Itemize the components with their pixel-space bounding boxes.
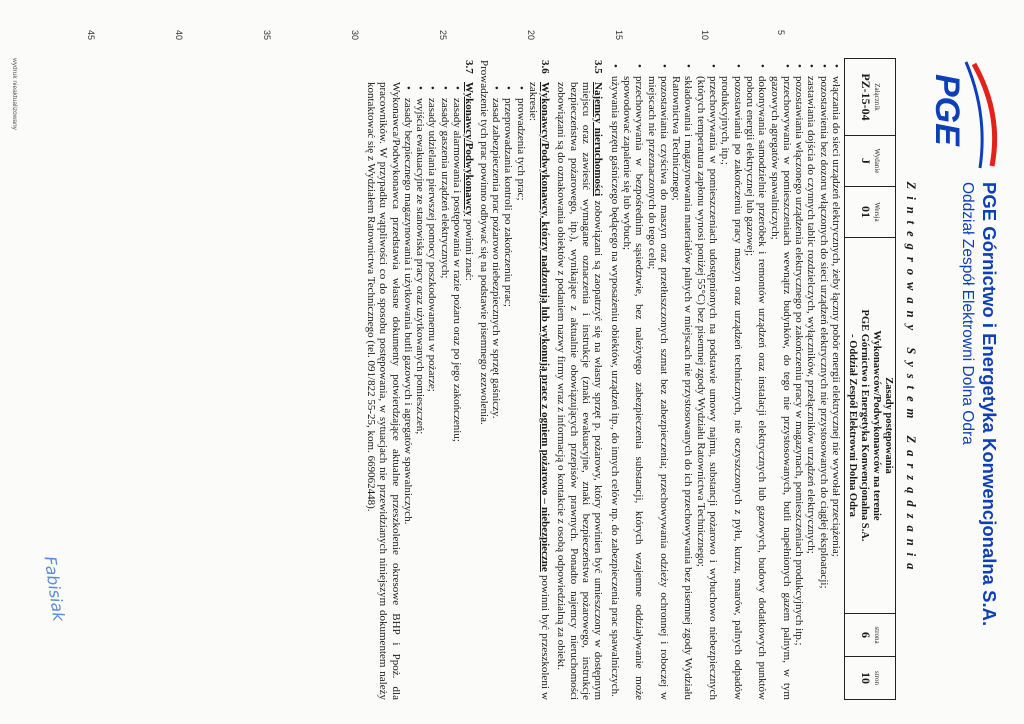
- section-3-7: 3.7 Wykonawcy/Podwykonawcy powinni znać:: [463, 60, 476, 281]
- section-3-5: 3.5 Najemcy nieruchomości zobowiązani są zaopatrzyć się na własny sprzęt p. pożarowy, który powinien być umieszczony w dostępnym miejscu oraz zawiesić wymagane oznaczenia i instrukcje (znaki ewakuacyjne, znaki bezpieczeństwa pożarowego, instrukcje bezpieczeństwa pożarowego, itp.), wynikające z aktualnie obowiązujących przepisów prawnych. Ponadto najemcy nieruchomości zobowiązani są do oznakowania obiektów z podaniem nazwy firmy wraz z informacją o kontakcie z osobą odpowiedzialną za obiekt.: [555, 60, 605, 700]
- final-paragraph: Wykonawca/Podwykonawca przedstawia własne dokumenty potwierdzające aktualne przeszkolenie okresowe BHP i Ppoż. dla pracowników. W przypadku wątpliwości co do sposobu postępowania, w sytuacjach nie przewidzianych niniejszym dokumentem należy kontaktować się z Wydziałem Ratownictwa Technicznego (tel. 091/822 55-25, kom. 669062448).: [365, 82, 402, 700]
- list-item: • pozostawiania czyściwa do maszyn oraz przetłuszczonych szmat bez zabezpieczenia; przechowywania odzieży ochronnej i roboczej w miejscach nie przeznaczonych do tego celu;: [645, 60, 670, 700]
- list-item: • zasady udzielania pierwszej pomocy poszkodowanemu w pożarze;: [426, 82, 438, 700]
- edition-cell: Wydanie J: [845, 136, 896, 187]
- list-item: • zasady gaszenia urządzeń elektrycznych;: [439, 82, 451, 700]
- list-item: • pozostawienia bez dozoru włączonych do sieci urządzeń elektrycznych nie przystosowanych do ciągłej eksploatacji;: [817, 60, 829, 700]
- line-number: 30: [350, 30, 360, 41]
- list-item: • przeprowadzania kontroli po zakończeniu prac;: [502, 82, 514, 700]
- line-number: 5: [776, 30, 786, 36]
- logo-text: PGE: [928, 74, 966, 146]
- handwritten-signature: Fabisiak: [40, 554, 69, 623]
- section-lead: Najemcy nieruchomości: [592, 82, 605, 197]
- system-title: Zintegrowany System Zarządzania: [904, 181, 918, 577]
- company-line-1: PGE Górnictwo i Energetyka Konwencjonalna S.A.: [979, 182, 1000, 627]
- document-meta-table: [844, 58, 896, 700]
- list-item: • przechowywania w pomieszczeniach wewnątrz budynków, do tego nie przystosowanych, butli napełnionych gazem palnym, w tym gazowych agregatów spawalniczych;: [768, 60, 793, 700]
- list-item: • przechowywania w bezpośrednim sąsiedztwie, bez należytego zabezpieczenia substancji, których wzajemne oddziaływanie może spowodować zapalenie się lub wybuch;: [621, 60, 646, 700]
- line-number: 15: [614, 30, 624, 41]
- header-brand: [924, 54, 1002, 700]
- list-item: • zastawiania dojścia do czynnych tablic rozdzielczych, wyłączników, przełączników urządzeń elektrycznych;: [805, 60, 817, 700]
- line-number: 25: [438, 30, 448, 41]
- list-item: • prowadzenia tych prac;: [514, 82, 526, 700]
- line-number: 40: [174, 30, 184, 41]
- list-item: • używania sprzętu gaśniczego będącego na wyposażeniu obiektów, urządzeń itp., do innych celów np. do zabezpieczenia prac spawalniczych.: [608, 60, 620, 700]
- attachment-cell: Załącznik PZ-15-04: [845, 59, 896, 136]
- list-item: • dokonywania samodzielnie przeróbek i remontów urządzeń oraz instalacji elektrycznych lub gazowych, budowy dodatkowych punktów poboru energii elektrycznej lub gazowej;: [744, 60, 769, 700]
- line-number: 35: [262, 30, 272, 41]
- list-item: • zasady bezpiecznego magazynowania i użytkowania butli gazowych i agregatów spawalniczych.: [402, 82, 414, 700]
- footer-note: wydruk nieaktualizowany: [11, 58, 18, 130]
- page-count-cell: stron 10: [845, 657, 896, 700]
- document-title-cell: Zasady postępowania Wykonawców/Podwykonawców na terenie PGE Górnictwo i Energetyka Konwencjonalna S.A. - Oddział Zespół Elektrowni Dolna Odra: [845, 238, 896, 614]
- list-item: • zasad zabezpieczenia prac pożarowo niebezpiecznych w sprzęt gaśniczy.: [490, 82, 502, 700]
- list-item: • przechowywania w pomieszczeniach udostępnionych na podstawie umowy najmu, substancji pożarowo i wybuchowo niebezpiecznych (których temperatura zapłonu wynosi poniżej 55°C) bez pisemnej zgody Wydziału Ratownictwa Technicznego;: [694, 60, 719, 700]
- section-3-6: 3.6 Wykonawcy/Podwykonawcy, którzy nadzorują lub wykonują prace z ogniem pożarowo – niebezpieczne powinni być przeszkoleni w zakresie:: [526, 60, 552, 700]
- company-name: [958, 182, 1000, 692]
- list-item: • pozostawiania po zakończeniu pracy maszyn oraz urządzeń technicznych, nie oczyszczonych z pyłu, kurzu, smarów, palnych odpadów produkcyjnych, itp.;: [719, 60, 744, 700]
- list-item: • pozostawiania włączonego urządzenia elektrycznego po zakończeniu pracy w magazynach, pomieszczeniach produkcyjnych itp.;: [793, 60, 805, 700]
- list-item: • składowania i magazynowania materiałów palnych w miejscach nie przystosowanych do ich przechowywania bez pisemnej zgody Wydziału Ratownictwa Technicznego;: [670, 60, 695, 700]
- page-number-cell: strona 6: [845, 614, 896, 657]
- version-cell: Wersja 01: [845, 187, 896, 238]
- list-item: • wyjścia ewakuacyjne ze stanowiska pracy oraz użytkowanych pomieszczeń;: [414, 82, 426, 700]
- pge-logo-icon: [928, 54, 1002, 174]
- section-lead: Wykonawcy/Podwykonawcy: [463, 82, 476, 217]
- line-number: 10: [700, 30, 710, 41]
- permit-note: Prowadzenie tych prac powinno odbywać się na podstawie pisemnego zezwolenia.: [477, 60, 490, 425]
- company-line-2: Oddział Zespół Elektrowni Dolna Odra: [959, 182, 976, 445]
- list-item: • włączania do sieci urządzeń elektrycznych, żeby łączny pobór energii elektrycznej nie wywołał przeciążenia;: [830, 60, 842, 700]
- section-lead: Wykonawcy/Podwykonawcy, którzy nadzorują lub wykonują prace z ogniem pożarowo – niebezpieczne: [539, 82, 552, 572]
- list-item: • zasady alarmowania i postępowania w razie pożaru oraz po jego zakończeniu;: [451, 82, 463, 700]
- line-number: 20: [526, 30, 536, 41]
- attachment-id: PZ-15-04: [859, 73, 874, 121]
- line-number: 45: [86, 30, 96, 41]
- document-body: [365, 60, 842, 700]
